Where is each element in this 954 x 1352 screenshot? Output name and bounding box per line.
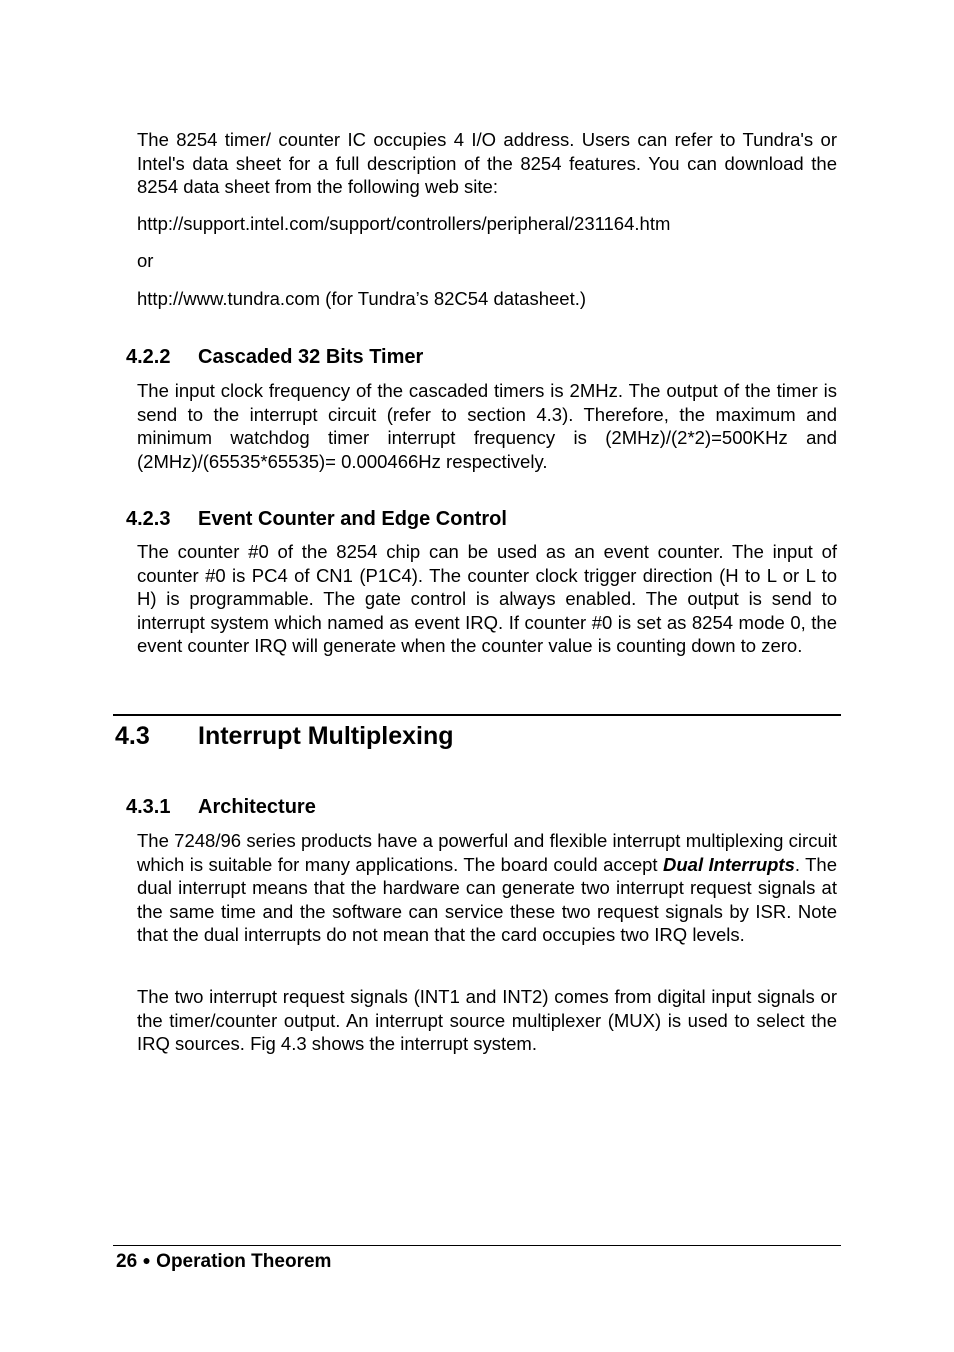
intel-url: http://support.intel.com/support/controllers/peripheral/231164.htm [137, 213, 671, 234]
section-4-2-2-body: The input clock frequency of the cascaded timers is 2MHz. The output of the timer is send to the interrupt circuit (refer to section 4.3). Therefore, the maximum and minimum watchdog timer interrupt frequency is (2MHz)/(2*2)=500KHz and (2MHz)/(65535*65535)= 0.000466Hz respectively. [137, 380, 837, 472]
section-number: 4.2.3 [126, 508, 171, 530]
section-4-2-3-body: The counter #0 of the 8254 chip can be used as an event counter. The input of counter #0 is PC4 of CN1 (P1C4). The counter clock trigger direction (H to L or L to H) is programmable. The gate control is always enabled. The output is send to interrupt system which named as event IRQ. If counter #0 is set as 8254 mode 0, the event counter IRQ will generate when the counter value is counting down to zero. [137, 541, 837, 656]
dual-interrupts-emphasis: Dual Interrupts [663, 853, 795, 875]
intro-paragraph: The 8254 timer/ counter IC occupies 4 I/O address. Users can refer to Tundra's or Intel's data sheet for a full description of the 8254 features. You can download the 8254 data sheet from the following web site: [137, 129, 837, 197]
section-heading-4-3 [115, 722, 454, 751]
section-number: 4.3.1 [126, 796, 171, 818]
paragraph-text: The 7248/96 series products have a powerful and flexible interrupt multiplexing circuit which is suitable for many applications. The board could accept [137, 830, 837, 875]
bullet-icon: ● [142, 1252, 151, 1268]
or-text: or [137, 250, 154, 271]
chapter-title: Operation Theorem [156, 1251, 332, 1272]
section-4-3-1-paragraph-2: The two interrupt request signals (INT1 and INT2) comes from digital input signals or the timer/counter output. An interrupt source multiplexer (MUX) is used to select the IRQ sources. Fig 4.3 shows the interrupt system. [137, 986, 837, 1054]
paragraph-text: . The dual interrupt means that the hardware can generate two interrupt request signals at the same time and the software can service these two request signals by ISR. Note that the dual interrupts do not mean that the card occupies two IRQ levels. [137, 853, 838, 945]
section-heading-4-2-3 [126, 508, 507, 531]
page-number: 26 [116, 1251, 138, 1272]
section-divider [113, 714, 841, 716]
section-title: Interrupt Multiplexing [198, 722, 454, 750]
section-number: 4.3 [115, 722, 150, 750]
section-number: 4.2.2 [126, 346, 171, 368]
section-title: Cascaded 32 Bits Timer [198, 346, 424, 368]
tundra-url: http://www.tundra.com (for Tundra’s 82C54 datasheet.) [137, 288, 587, 309]
section-4-3-1-paragraph-1 [137, 829, 837, 947]
section-heading-4-3-1 [126, 796, 316, 819]
footer-rule [113, 1245, 841, 1246]
section-title: Architecture [198, 796, 316, 818]
section-heading-4-2-2 [126, 346, 423, 369]
page-footer [116, 1251, 331, 1273]
section-title: Event Counter and Edge Control [198, 508, 507, 530]
